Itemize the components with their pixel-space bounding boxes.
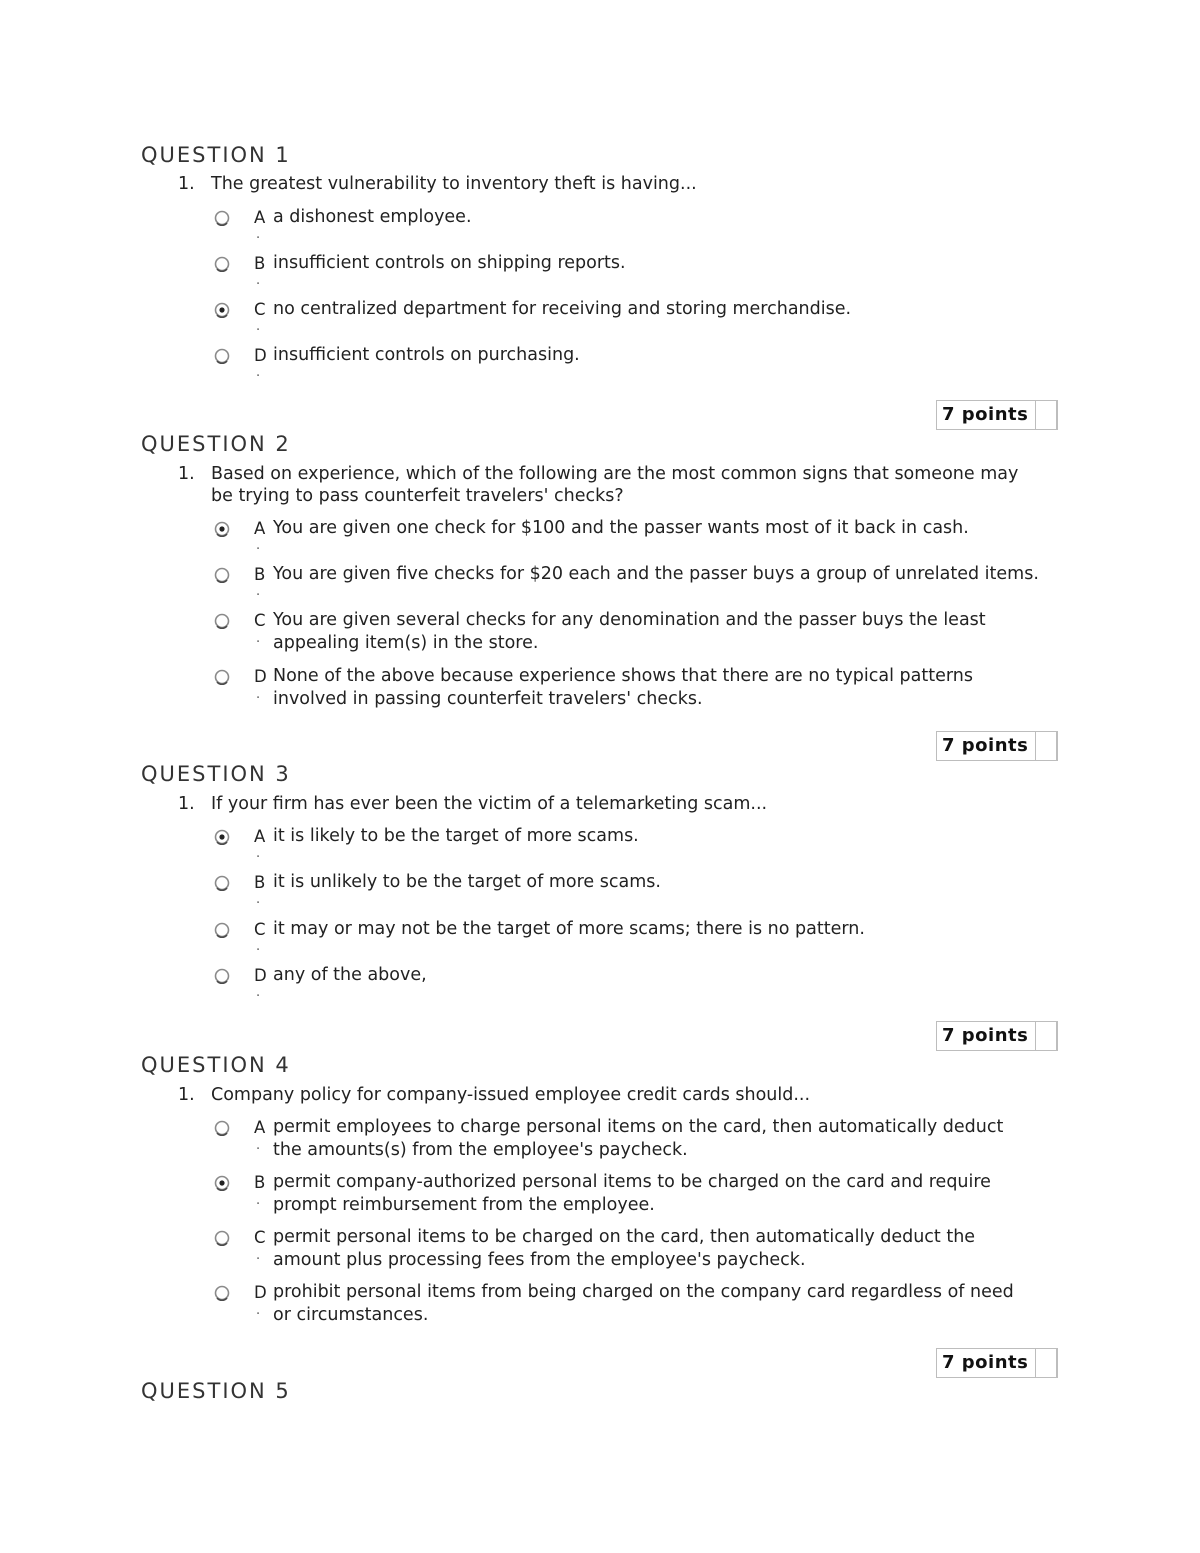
points-badge — [936, 1348, 1058, 1378]
option-letter: D — [254, 667, 267, 686]
question-title: QUESTION 2 — [141, 432, 291, 456]
option-dot: . — [256, 227, 261, 242]
radio-selected-dot — [219, 834, 224, 839]
points-label: 7 points — [942, 1352, 1029, 1373]
points-score-cell — [1035, 1348, 1057, 1378]
option-dot: . — [256, 1138, 261, 1153]
question-number: 1. — [178, 794, 195, 814]
option-letter: A — [254, 519, 266, 538]
option-letter: A — [254, 827, 266, 846]
option-text: any of the above, — [273, 965, 427, 985]
radio-button-icon[interactable] — [214, 875, 230, 891]
radio-button-icon[interactable] — [214, 1120, 230, 1136]
option-dot: . — [256, 319, 261, 334]
option-text: permit personal items to be charged on the card, then automatically deduct the amount plus processing fees from the employee's paycheck. — [273, 1227, 976, 1270]
radio-button-icon[interactable] — [214, 968, 230, 984]
option-dot: . — [256, 273, 261, 288]
option-dot: . — [256, 631, 261, 646]
option-letter: D — [254, 966, 267, 985]
points-badge — [936, 400, 1058, 430]
radio-button-icon[interactable] — [214, 669, 230, 685]
question-text: Based on experience, which of the following are the most common signs that someone may be trying to pass counterfeit travelers' checks? — [211, 464, 1019, 506]
option-dot: . — [256, 939, 261, 954]
question-text: Company policy for company-issued employee credit cards should... — [211, 1085, 811, 1105]
option-text: You are given one check for $100 and the passer wants most of it back in cash. — [273, 518, 969, 538]
option-letter: C — [254, 300, 266, 319]
option-letter: D — [254, 346, 267, 365]
option-text: None of the above because experience shows that there are no typical patterns involved in passing counterfeit travelers' checks. — [273, 666, 973, 709]
option-dot: . — [256, 584, 261, 599]
points-score-cell — [1035, 400, 1057, 430]
radio-selected-dot — [219, 307, 224, 312]
option-dot: . — [256, 365, 261, 380]
option-letter: C — [254, 611, 266, 630]
option-letter: B — [254, 254, 266, 273]
question-title: QUESTION 1 — [141, 143, 291, 167]
question-number: 1. — [178, 1085, 195, 1105]
option-letter: B — [254, 873, 266, 892]
option-letter: A — [254, 208, 266, 227]
radio-button-icon[interactable] — [214, 521, 230, 537]
option-text: it is unlikely to be the target of more scams. — [273, 872, 661, 892]
option-text: You are given five checks for $20 each and the passer buys a group of unrelated items. — [273, 564, 1039, 584]
points-score-cell — [1035, 1021, 1057, 1051]
option-dot: . — [256, 1248, 261, 1263]
points-label: 7 points — [942, 1025, 1029, 1046]
points-score-cell — [1035, 731, 1057, 761]
option-dot: . — [256, 1193, 261, 1208]
radio-button-icon[interactable] — [214, 613, 230, 629]
radio-selected-dot — [219, 526, 224, 531]
option-text: You are given several checks for any denomination and the passer buys the least appealing item(s) in the store. — [273, 610, 986, 653]
option-text: prohibit personal items from being charged on the company card regardless of need or circumstances. — [273, 1282, 1014, 1325]
option-letter: D — [254, 1283, 267, 1302]
points-label: 7 points — [942, 735, 1029, 756]
question-title: QUESTION 5 — [141, 1379, 291, 1403]
option-dot: . — [256, 846, 261, 861]
radio-button-icon[interactable] — [214, 210, 230, 226]
radio-selected-dot — [219, 1180, 224, 1185]
option-text: permit employees to charge personal items on the card, then automatically deduct the amounts(s) from the employee's paycheck. — [273, 1117, 1004, 1160]
radio-button-icon[interactable] — [214, 1285, 230, 1301]
option-text: insufficient controls on shipping reports. — [273, 253, 626, 273]
option-dot: . — [256, 687, 261, 702]
question-text: If your firm has ever been the victim of a telemarketing scam... — [211, 794, 768, 814]
option-text: it is likely to be the target of more scams. — [273, 826, 639, 846]
radio-button-icon[interactable] — [214, 1230, 230, 1246]
radio-button-icon[interactable] — [214, 1175, 230, 1191]
points-badge — [936, 1021, 1058, 1051]
radio-button-icon[interactable] — [214, 922, 230, 938]
points-label: 7 points — [942, 404, 1029, 425]
question-number: 1. — [178, 464, 195, 484]
question-title: QUESTION 3 — [141, 762, 291, 786]
radio-button-icon[interactable] — [214, 302, 230, 318]
points-badge — [936, 731, 1058, 761]
option-dot: . — [256, 892, 261, 907]
option-dot: . — [256, 1303, 261, 1318]
question-text: The greatest vulnerability to inventory theft is having... — [211, 174, 697, 194]
option-text: permit company-authorized personal items to be charged on the card and require prompt reimbursement from the employee. — [273, 1172, 991, 1215]
radio-button-icon[interactable] — [214, 567, 230, 583]
option-text: a dishonest employee. — [273, 207, 472, 227]
option-letter: C — [254, 1228, 266, 1247]
option-text: insufficient controls on purchasing. — [273, 345, 580, 365]
option-dot: . — [256, 985, 261, 1000]
question-title: QUESTION 4 — [141, 1053, 291, 1077]
radio-button-icon[interactable] — [214, 256, 230, 272]
question-number: 1. — [178, 174, 195, 194]
option-letter: B — [254, 1173, 266, 1192]
option-letter: A — [254, 1118, 266, 1137]
option-text: it may or may not be the target of more scams; there is no pattern. — [273, 919, 865, 939]
radio-button-icon[interactable] — [214, 829, 230, 845]
option-letter: C — [254, 920, 266, 939]
option-text: no centralized department for receiving and storing merchandise. — [273, 299, 852, 319]
option-letter: B — [254, 565, 266, 584]
option-dot: . — [256, 538, 261, 553]
radio-button-icon[interactable] — [214, 348, 230, 364]
